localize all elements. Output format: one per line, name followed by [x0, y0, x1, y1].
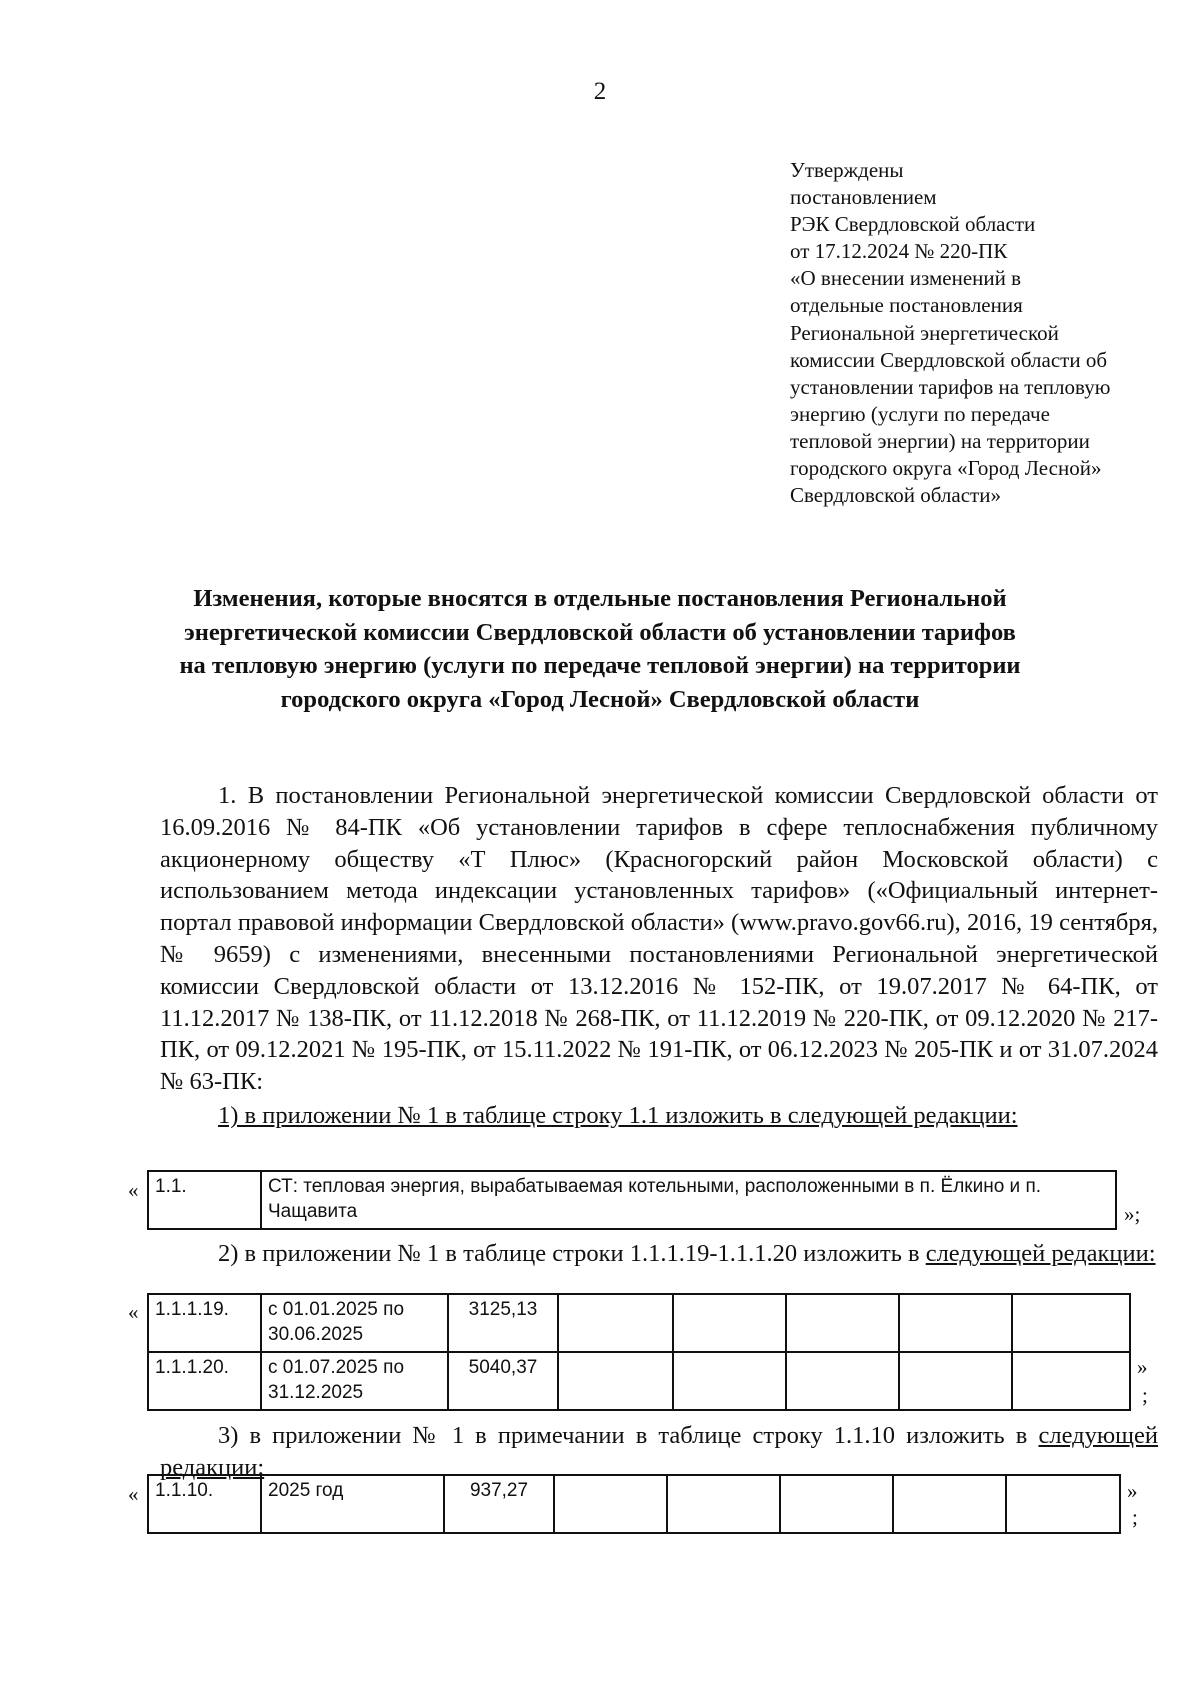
row-number-cell: 1.1.10. [148, 1475, 261, 1533]
document-body [160, 780, 1158, 1132]
item-1-text-content: 1) в приложении № 1 в таблице строку 1.1 изложить в следующей редакции: [218, 1101, 1018, 1129]
open-quote: « [128, 1482, 139, 1506]
approval-line: Региональной энергетической [790, 320, 1059, 345]
empty-cell [673, 1352, 786, 1410]
row-period-cell: с 01.01.2025 по 30.06.2025 [261, 1294, 448, 1352]
paragraph-1: 1. В постановлении Региональной энергетической комиссии Свердловской области от 16.09.2016 № 84-ПК «Об установлении тарифов в сфере теплоснабжения публичному акционерному обществу «Т Плюс» (Красногорский район Московской области) с использованием метода индексации установленных тарифов» («Официальный интернет-портал правовой информации Свердловской области» (www.pravo.gov66.ru), 2016, 19 сентября, № 9659) с изменениями, внесенными постановлениями Региональной энергетической комиссии Свердловской области от 13.12.2016 № 152-ПК, от 19.07.2017 № 64-ПК, от 11.12.2017 № 138-ПК, от 11.12.2018 № 268-ПК, от 11.12.2019 № 220-ПК, от 09.12.2020 № 217-ПК, от 09.12.2021 № 195-ПК, от 15.11.2022 № 191-ПК, от 06.12.2023 № 205-ПК и от 31.07.2024 № 63-ПК: [160, 782, 1158, 1096]
empty-cell [786, 1352, 899, 1410]
approval-line: комиссии Свердловской области об [790, 347, 1108, 372]
empty-cell [780, 1475, 893, 1533]
approval-line: энергию (услуги по передаче [790, 401, 1050, 426]
close-quote: »; [1124, 1202, 1141, 1226]
empty-cell [667, 1475, 780, 1533]
row-value-cell: 937,27 [444, 1475, 554, 1533]
empty-cell [893, 1475, 1006, 1533]
open-quote: « [128, 1178, 139, 1202]
row-value-cell: 5040,37 [448, 1352, 558, 1410]
approval-line: РЭК Свердловской области [790, 212, 1036, 237]
item-3-table [147, 1474, 1121, 1534]
row-description-cell: СТ: тепловая энергия, вырабатываемая котельными, расположенными в п. Ёлкино и п. Чащавита [261, 1171, 1116, 1229]
row-period-cell: с 01.07.2025 по 31.12.2025 [261, 1352, 448, 1410]
approval-block [790, 157, 1170, 509]
item-2-text [160, 1238, 1158, 1270]
empty-cell [1012, 1294, 1130, 1352]
approval-line: постановлением [790, 185, 937, 210]
document-title [150, 582, 1050, 716]
empty-cell [1006, 1475, 1120, 1533]
approval-line: «О внесении изменений в [790, 266, 1022, 291]
item-1-table [147, 1170, 1117, 1230]
empty-cell [558, 1294, 673, 1352]
approval-line: Свердловской области» [790, 483, 1001, 508]
row-period-cell: 2025 год [261, 1475, 444, 1533]
empty-cell [673, 1294, 786, 1352]
approval-line: от 17.12.2024 № 220-ПК [790, 239, 1008, 264]
title-line: энергетической комиссии Свердловской области об установлении тарифов [184, 618, 1016, 646]
item-2-table [147, 1293, 1131, 1411]
approval-line: установлении тарифов на тепловую [790, 374, 1111, 399]
empty-cell [558, 1352, 673, 1410]
empty-cell [786, 1294, 899, 1352]
title-line: городского округа «Город Лесной» Свердловской области [280, 685, 920, 713]
table-row [148, 1352, 1130, 1410]
item-2-text-end: следующей редакции: [925, 1240, 1156, 1267]
close-semicolon: ; [1142, 1383, 1148, 1407]
page-number: 2 [593, 78, 607, 105]
item-3-text-start: 3) в приложении № 1 в примечании в таблице строку 1.1.10 изложить в [218, 1422, 1039, 1449]
empty-cell [899, 1294, 1012, 1352]
empty-cell [899, 1352, 1012, 1410]
item-3-text-end: следующей редакции: [160, 1422, 1158, 1481]
title-line: Изменения, которые вносятся в отдельные постановления Региональной [193, 585, 1007, 612]
close-quote: » [1137, 1355, 1148, 1379]
approval-line: отдельные постановления [790, 293, 1023, 318]
empty-cell [554, 1475, 667, 1533]
row-value-cell: 3125,13 [448, 1294, 558, 1352]
empty-cell [1012, 1352, 1130, 1410]
row-number-cell: 1.1.1.20. [148, 1352, 261, 1410]
row-number-cell: 1.1. [148, 1171, 261, 1229]
item-2-text-start: 2) в приложении № 1 в таблице строки 1.1.1.19-1.1.1.20 изложить в [218, 1240, 926, 1267]
open-quote: « [128, 1300, 139, 1324]
approval-line: тепловой энергии) на территории [790, 428, 1090, 453]
table-row [148, 1475, 1120, 1533]
table-row [148, 1171, 1116, 1229]
title-line: на тепловую энергию (услуги по передаче тепловой энергии) на территории [179, 652, 1021, 679]
approval-line: городского округа «Город Лесной» [790, 456, 1102, 481]
table-row [148, 1294, 1130, 1352]
close-semicolon: ; [1132, 1505, 1138, 1529]
row-number-cell: 1.1.1.19. [148, 1294, 261, 1352]
approval-line: Утверждены [790, 158, 904, 182]
close-quote: » [1127, 1479, 1138, 1503]
item-1-text [160, 1100, 1158, 1132]
